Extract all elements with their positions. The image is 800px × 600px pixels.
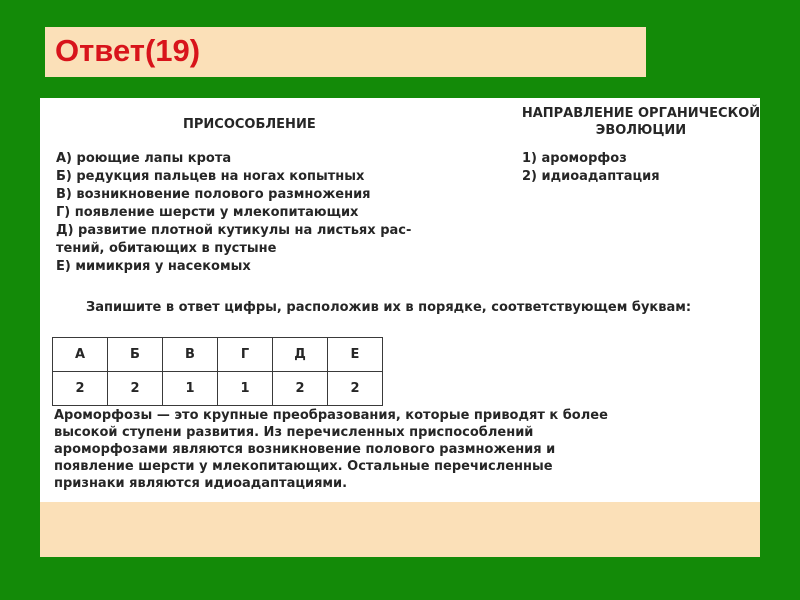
- list-item: В) возникновение полового размножения: [56, 187, 371, 202]
- direction-list: [522, 150, 660, 186]
- explanation-line: Ароморфозы — это крупные преобразования, которые приводят к более: [54, 408, 608, 423]
- table-cell: 2: [53, 372, 108, 406]
- adaptation-list: [56, 150, 411, 276]
- table-cell: Б: [108, 338, 163, 372]
- explanation-line: ароморфозами являются возникновение полового размножения и: [54, 442, 556, 457]
- task-image: [40, 98, 760, 502]
- title-box: [45, 27, 646, 77]
- list-item: 1) ароморфоз: [522, 151, 627, 166]
- list-item: тений, обитающих в пустыне: [56, 241, 277, 256]
- slide-title: Ответ(19): [55, 33, 201, 68]
- table-row: [53, 372, 383, 406]
- explanation-line: появление шерсти у млекопитающих. Остальные перечисленные: [54, 459, 553, 474]
- table-cell: Г: [218, 338, 273, 372]
- list-item: Д) развитие плотной кутикулы на листьях рас-: [56, 223, 412, 238]
- table-cell: А: [53, 338, 108, 372]
- explanation-text: [54, 407, 744, 492]
- column-header-adaptation: ПРИСОСОБЛЕНИЕ: [183, 117, 316, 132]
- list-item: А) роющие лапы крота: [56, 151, 232, 166]
- table-row: [53, 338, 383, 372]
- table-cell: Д: [273, 338, 328, 372]
- list-item: Г) появление шерсти у млекопитающих: [56, 205, 359, 220]
- column-header-direction-line1: НАПРАВЛЕНИЕ ОРГАНИЧЕСКОЙ: [521, 106, 761, 121]
- explanation-line: высокой ступени развития. Из перечисленных приспособлений: [54, 425, 534, 440]
- table-cell: 2: [273, 372, 328, 406]
- table-cell: Е: [328, 338, 383, 372]
- column-header-direction-line2: ЭВОЛЮЦИИ: [595, 123, 687, 138]
- table-cell: 2: [328, 372, 383, 406]
- column-header-direction: [502, 105, 780, 139]
- instruction-text: Запишите в ответ цифры, расположив их в порядке, соответствующем буквам:: [86, 300, 692, 315]
- table-cell: 1: [163, 372, 218, 406]
- answer-table: [52, 337, 383, 406]
- bottom-panel: [40, 502, 760, 557]
- list-item: Е) мимикрия у насекомых: [56, 259, 251, 274]
- list-item: 2) идиоадаптация: [522, 169, 660, 184]
- table-cell: В: [163, 338, 218, 372]
- table-cell: 1: [218, 372, 273, 406]
- table-cell: 2: [108, 372, 163, 406]
- list-item: Б) редукция пальцев на ногах копытных: [56, 169, 365, 184]
- explanation-line: признаки являются идиоадаптациями.: [54, 476, 348, 491]
